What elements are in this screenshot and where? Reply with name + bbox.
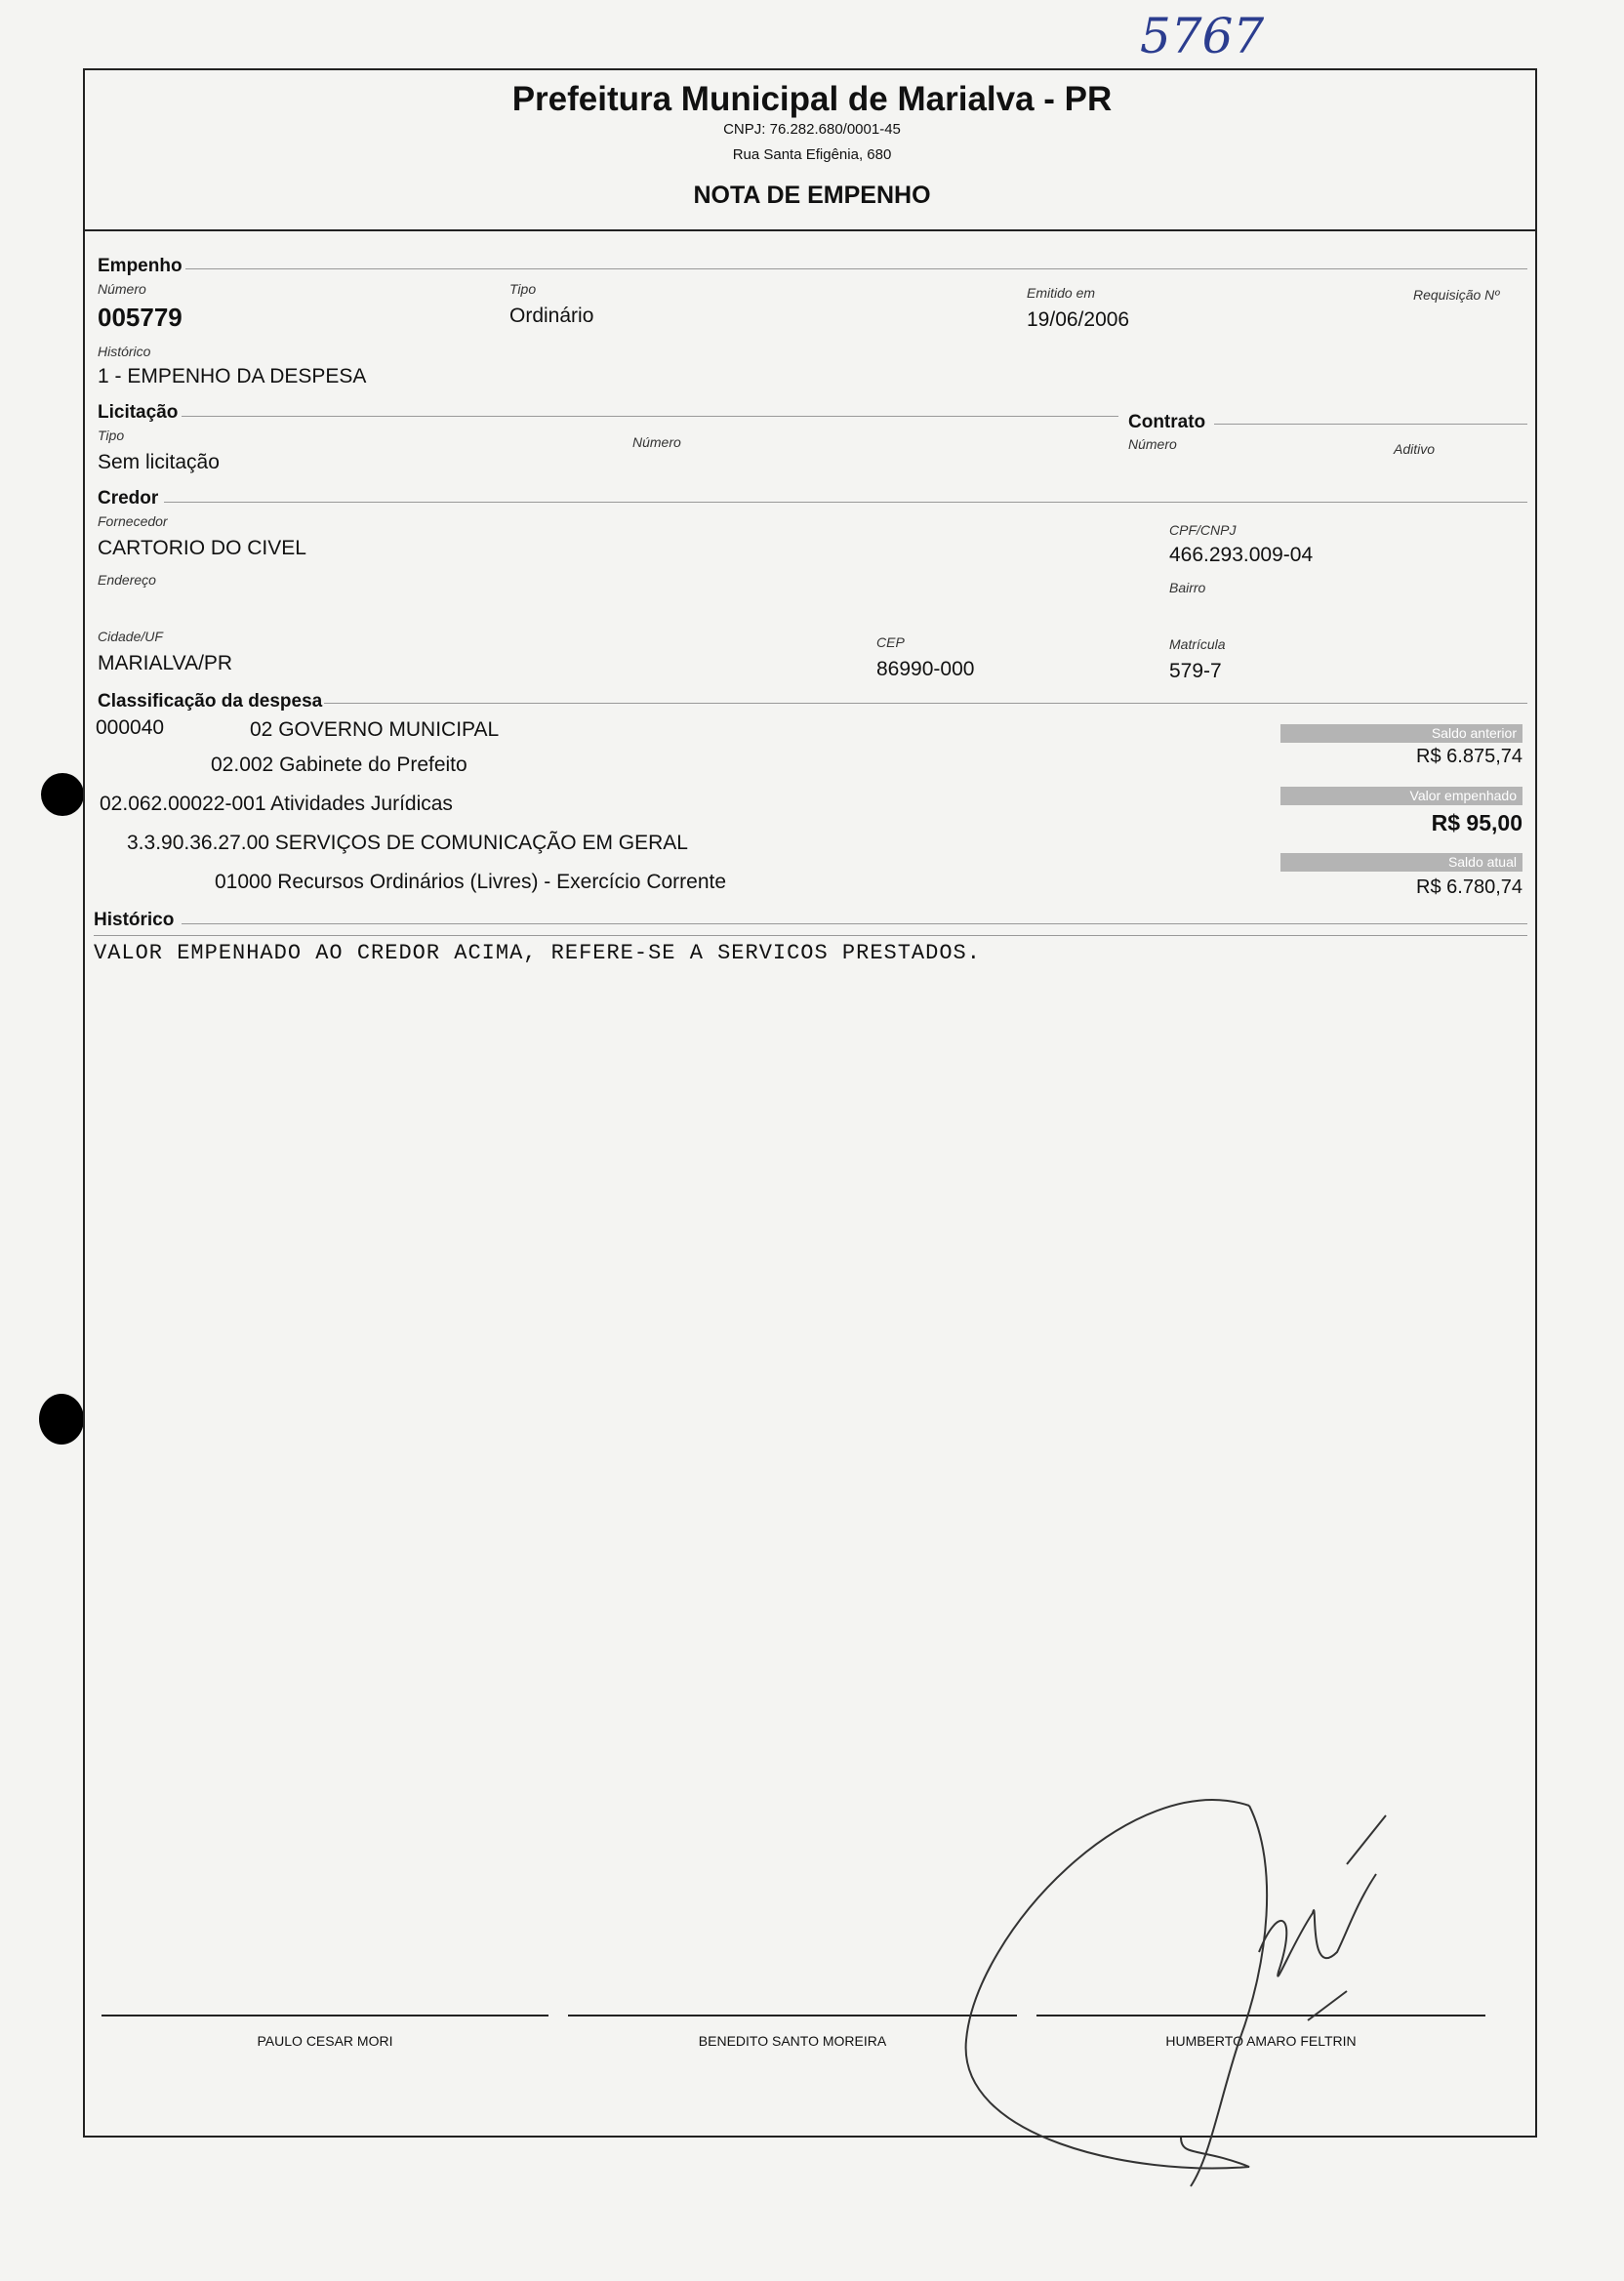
credor-section-title: Credor: [98, 488, 159, 509]
cep-label: CEP: [876, 634, 905, 650]
handwritten-signature: [956, 1786, 1415, 2196]
historico-subdivider: [94, 935, 1527, 936]
credor-divider: [164, 502, 1527, 503]
contrato-divider: [1214, 424, 1527, 425]
cep: 86990-000: [876, 658, 975, 680]
matricula: 579-7: [1169, 660, 1222, 682]
classificacao-section-title: Classificação da despesa: [98, 691, 323, 712]
empenho-numero-label: Número: [98, 281, 146, 297]
valor-empenhado-bar: [1280, 787, 1522, 805]
licitacao-numero-label: Número: [632, 434, 681, 450]
signature-line-2: [568, 2015, 1017, 2016]
cpf-cnpj-label: CPF/CNPJ: [1169, 522, 1237, 538]
licitacao-divider: [182, 416, 1118, 417]
saldo-anterior-value: R$ 6.875,74: [1416, 746, 1522, 767]
empenho-tipo-label: Tipo: [509, 281, 537, 297]
classificacao-line-orgao: 02 GOVERNO MUNICIPAL: [250, 718, 500, 741]
saldo-atual-bar: [1280, 853, 1522, 872]
contrato-section-title: Contrato: [1128, 412, 1206, 432]
signature-line-1: [102, 2015, 548, 2016]
empenho-historico-label: Histórico: [98, 344, 151, 359]
signature-name-1: PAULO CESAR MORI: [257, 2033, 393, 2049]
empenho-section-title: Empenho: [98, 256, 183, 276]
empenho-divider: [185, 268, 1527, 269]
licitacao-tipo-label: Tipo: [98, 428, 125, 443]
classificacao-divider: [324, 703, 1527, 704]
valor-empenhado-label: Valor empenhado: [1409, 788, 1517, 803]
classificacao-line-recurso: 01000 Recursos Ordinários (Livres) - Exercício Corrente: [215, 871, 727, 893]
doc-title: NOTA DE EMPENHO: [693, 182, 931, 209]
saldo-anterior-label: Saldo anterior: [1431, 725, 1517, 741]
emitido-date: 19/06/2006: [1027, 308, 1130, 331]
classificacao-line-funcional: 02.062.00022-001 Atividades Jurídicas: [100, 793, 453, 815]
historico-divider: [182, 923, 1527, 924]
contrato-numero-label: Número: [1128, 436, 1177, 452]
matricula-label: Matrícula: [1169, 636, 1226, 652]
handwritten-annotation: 5767: [1140, 8, 1265, 64]
licitacao-tipo: Sem licitação: [98, 451, 220, 473]
cpf-cnpj: 466.293.009-04: [1169, 544, 1314, 566]
classificacao-line-unidade: 02.002 Gabinete do Prefeito: [211, 754, 467, 776]
saldo-anterior-bar: [1280, 724, 1522, 743]
signature-name-2: BENEDITO SANTO MOREIRA: [698, 2033, 887, 2049]
valor-empenhado-value: R$ 95,00: [1431, 810, 1522, 835]
binder-hole-bottom: [39, 1394, 84, 1445]
signature-name-3: HUMBERTO AMARO FELTRIN: [1165, 2033, 1357, 2049]
address-line: Rua Santa Efigênia, 680: [732, 146, 892, 163]
historico-text: VALOR EMPENHADO AO CREDOR ACIMA, REFERE-SE A SERVICOS PRESTADOS.: [94, 941, 981, 965]
contrato-aditivo-label: Aditivo: [1394, 441, 1436, 457]
endereco-label: Endereço: [98, 572, 156, 588]
binder-hole-top: [41, 773, 84, 816]
requisicao-label: Requisição Nº: [1413, 287, 1500, 303]
cidade-label: Cidade/UF: [98, 629, 163, 644]
licitacao-section-title: Licitação: [98, 402, 179, 423]
empenho-historico: 1 - EMPENHO DA DESPESA: [98, 365, 367, 387]
fornecedor-label: Fornecedor: [98, 513, 168, 529]
empenho-numero: 005779: [98, 303, 183, 332]
org-title: Prefeitura Municipal de Marialva - PR: [511, 80, 1113, 118]
emitido-label: Emitido em: [1027, 285, 1096, 301]
bairro-label: Bairro: [1169, 580, 1206, 595]
saldo-atual-label: Saldo atual: [1447, 854, 1517, 870]
header-divider: [83, 229, 1537, 231]
historico-section-title: Histórico: [94, 910, 175, 930]
empenho-tipo: Ordinário: [509, 305, 594, 327]
classificacao-code: 000040: [96, 716, 165, 739]
saldo-atual-value: R$ 6.780,74: [1416, 876, 1522, 898]
cnpj-line: CNPJ: 76.282.680/0001-45: [723, 121, 901, 138]
classificacao-line-natureza: 3.3.90.36.27.00 SERVIÇOS DE COMUNICAÇÃO EM GERAL: [127, 832, 688, 854]
fornecedor-name: CARTORIO DO CIVEL: [98, 537, 306, 559]
cidade-uf: MARIALVA/PR: [98, 652, 233, 674]
